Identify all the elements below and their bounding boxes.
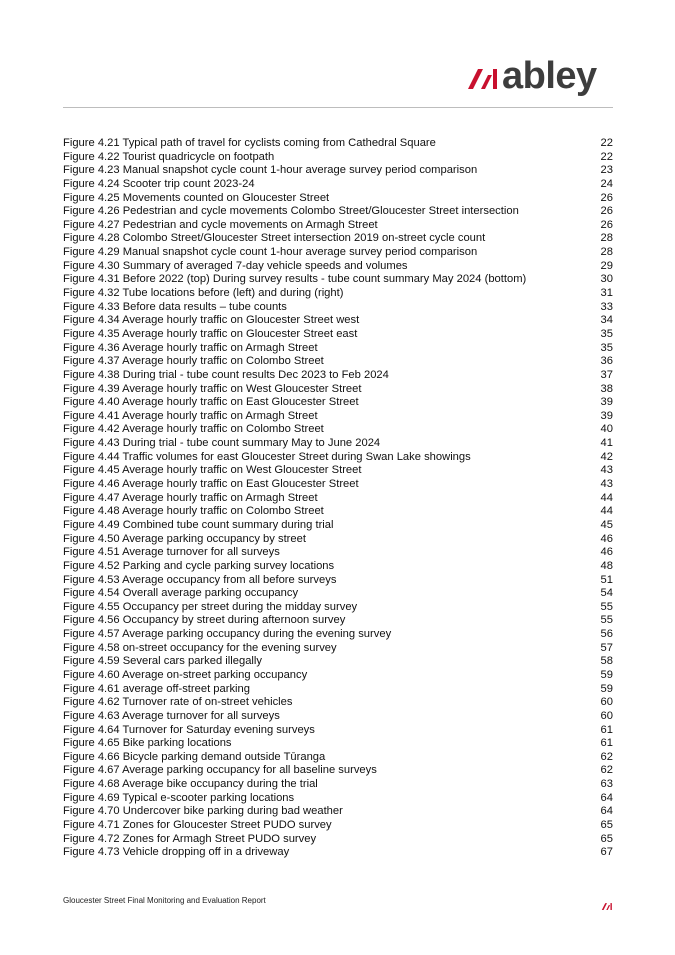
toc-entry-page[interactable]: 44 <box>600 505 613 518</box>
toc-entry[interactable] <box>63 219 613 233</box>
toc-entry-page[interactable]: 26 <box>600 191 613 204</box>
toc-entry-page[interactable]: 44 <box>600 491 613 504</box>
toc-entry-page[interactable]: 26 <box>600 218 613 231</box>
toc-entry-page[interactable]: 33 <box>600 300 613 313</box>
toc-entry[interactable] <box>63 751 613 765</box>
toc-entry[interactable] <box>63 505 613 519</box>
toc-entry[interactable] <box>63 164 613 178</box>
toc-entry[interactable] <box>63 178 613 192</box>
toc-entry-label[interactable]: Figure 4.53 Average occupancy from all before surveys <box>63 573 337 586</box>
toc-entry-page[interactable]: 39 <box>600 396 613 409</box>
toc-entry-page[interactable]: 61 <box>600 737 613 750</box>
toc-entry-label[interactable]: Figure 4.63 Average turnover for all surveys <box>63 709 280 722</box>
toc-entry-page[interactable]: 55 <box>600 600 613 613</box>
toc-entry-page[interactable]: 43 <box>600 478 613 491</box>
toc-entry-page[interactable]: 51 <box>600 573 613 586</box>
toc-entry-page[interactable]: 28 <box>600 232 613 245</box>
abley-logo <box>468 56 597 96</box>
toc-entry-page[interactable]: 42 <box>600 450 613 463</box>
toc-entry[interactable] <box>63 314 613 328</box>
toc-entry-label[interactable]: Figure 4.37 Average hourly traffic on Colombo Street <box>63 355 324 368</box>
toc-entry-label[interactable]: Figure 4.32 Tube locations before (left) and during (right) <box>63 287 344 300</box>
toc-entry[interactable] <box>63 232 613 246</box>
toc-entry[interactable] <box>63 492 613 506</box>
toc-entry[interactable] <box>63 464 613 478</box>
toc-entry[interactable] <box>63 724 613 738</box>
toc-entry-page[interactable]: 59 <box>600 682 613 695</box>
toc-entry[interactable] <box>63 369 613 383</box>
toc-entry-page[interactable]: 34 <box>600 314 613 327</box>
toc-entry[interactable] <box>63 437 613 451</box>
toc-entry-page[interactable]: 54 <box>600 587 613 600</box>
toc-entry-page[interactable]: 45 <box>600 518 613 531</box>
toc-entry-label[interactable]: Figure 4.45 Average hourly traffic on West Gloucester Street <box>63 464 362 477</box>
toc-entry-label[interactable]: Figure 4.59 Several cars parked illegally <box>63 655 262 668</box>
toc-entry[interactable] <box>63 519 613 533</box>
toc-entry-label[interactable]: Figure 4.49 Combined tube count summary during trial <box>63 518 334 531</box>
toc-entry-page[interactable]: 41 <box>600 437 613 450</box>
toc-entry-label[interactable]: Figure 4.67 Average parking occupancy for all baseline surveys <box>63 764 377 777</box>
toc-entry-page[interactable]: 46 <box>600 546 613 559</box>
brand-name: abley <box>502 55 597 97</box>
toc-entry[interactable] <box>63 355 613 369</box>
toc-entry[interactable] <box>63 260 613 274</box>
toc-entry-label[interactable]: Figure 4.60 Average on-street parking occupancy <box>63 668 308 681</box>
toc-entry-label[interactable]: Figure 4.27 Pedestrian and cycle movements on Armagh Street <box>63 218 378 231</box>
toc-entry-page[interactable]: 30 <box>600 273 613 286</box>
toc-entry[interactable] <box>63 533 613 547</box>
toc-entry-label[interactable]: Figure 4.33 Before data results – tube counts <box>63 300 287 313</box>
toc-entry-page[interactable]: 60 <box>600 696 613 709</box>
footer-title: Gloucester Street Final Monitoring and Evaluation Report <box>63 896 266 905</box>
toc-entry-label[interactable]: Figure 4.25 Movements counted on Gloucester Street <box>63 191 330 204</box>
toc-entry-page[interactable]: 65 <box>600 819 613 832</box>
toc-entry-page[interactable]: 38 <box>600 382 613 395</box>
toc-entry-label[interactable]: Figure 4.62 Turnover rate of on-street vehicles <box>63 696 293 709</box>
toc-entry-page[interactable]: 58 <box>600 655 613 668</box>
toc-entry[interactable] <box>63 396 613 410</box>
toc-entry-label[interactable]: Figure 4.58 on-street occupancy for the evening survey <box>63 641 337 654</box>
toc-entry-label[interactable]: Figure 4.64 Turnover for Saturday evening surveys <box>63 723 315 736</box>
toc-entry-label[interactable]: Figure 4.71 Zones for Gloucester Street PUDO survey <box>63 819 332 832</box>
toc-entry-label[interactable]: Figure 4.31 Before 2022 (top) During survey results - tube count summary May 2024 (bottom) <box>63 273 527 286</box>
toc-entry-label[interactable]: Figure 4.23 Manual snapshot cycle count 1-hour average survey period comparison <box>63 164 478 177</box>
toc-entry[interactable] <box>63 614 613 628</box>
toc-entry-page[interactable]: 57 <box>600 641 613 654</box>
toc-entry[interactable] <box>63 792 613 806</box>
toc-entry[interactable] <box>63 846 613 860</box>
toc-entry[interactable] <box>63 451 613 465</box>
toc-entry[interactable] <box>63 287 613 301</box>
toc-entry[interactable] <box>63 560 613 574</box>
toc-entry-label[interactable]: Figure 4.26 Pedestrian and cycle movements Colombo Street/Gloucester Street intersection <box>63 205 519 218</box>
toc-entry[interactable] <box>63 805 613 819</box>
toc-entry-page[interactable]: 64 <box>600 805 613 818</box>
table-of-figures <box>63 137 613 860</box>
toc-entry-label[interactable]: Figure 4.56 Occupancy by street during afternoon survey <box>63 614 346 627</box>
toc-entry[interactable] <box>63 764 613 778</box>
toc-entry[interactable] <box>63 478 613 492</box>
toc-entry-page[interactable]: 22 <box>600 150 613 163</box>
toc-entry-label[interactable]: Figure 4.40 Average hourly traffic on East Gloucester Street <box>63 396 359 409</box>
toc-entry[interactable] <box>63 423 613 437</box>
toc-entry-label[interactable]: Figure 4.29 Manual snapshot cycle count 1-hour average survey period comparison <box>63 246 478 259</box>
toc-entry[interactable] <box>63 833 613 847</box>
toc-entry-label[interactable]: Figure 4.34 Average hourly traffic on Gloucester Street west <box>63 314 360 327</box>
toc-entry[interactable] <box>63 137 613 151</box>
toc-entry-page[interactable]: 62 <box>600 750 613 763</box>
toc-entry-label[interactable]: Figure 4.54 Overall average parking occupancy <box>63 587 299 600</box>
toc-entry[interactable] <box>63 342 613 356</box>
toc-entry-label[interactable]: Figure 4.43 During trial - tube count summary May to June 2024 <box>63 437 381 450</box>
toc-entry[interactable] <box>63 696 613 710</box>
toc-entry-page[interactable]: 22 <box>600 137 613 149</box>
toc-entry-page[interactable]: 37 <box>600 368 613 381</box>
toc-entry-page[interactable]: 31 <box>600 287 613 300</box>
toc-entry-page[interactable]: 35 <box>600 327 613 340</box>
toc-entry-label[interactable]: Figure 4.39 Average hourly traffic on West Gloucester Street <box>63 382 362 395</box>
toc-entry-page[interactable]: 40 <box>600 423 613 436</box>
toc-entry[interactable] <box>63 683 613 697</box>
toc-entry-label[interactable]: Figure 4.52 Parking and cycle parking survey locations <box>63 559 335 572</box>
toc-entry[interactable] <box>63 669 613 683</box>
toc-entry[interactable] <box>63 301 613 315</box>
toc-entry-label[interactable]: Figure 4.65 Bike parking locations <box>63 737 232 750</box>
toc-entry-label[interactable]: Figure 4.41 Average hourly traffic on Armagh Street <box>63 409 318 422</box>
toc-entry-page[interactable]: 63 <box>600 778 613 791</box>
toc-entry-page[interactable]: 23 <box>600 164 613 177</box>
toc-entry-label[interactable]: Figure 4.22 Tourist quadricycle on footpath <box>63 150 275 163</box>
toc-entry-label[interactable]: Figure 4.35 Average hourly traffic on Gloucester Street east <box>63 327 358 340</box>
toc-entry[interactable] <box>63 628 613 642</box>
toc-entry[interactable] <box>63 710 613 724</box>
toc-entry-page[interactable]: 60 <box>600 709 613 722</box>
header-divider <box>63 107 613 108</box>
toc-entry[interactable] <box>63 205 613 219</box>
toc-entry[interactable] <box>63 151 613 165</box>
toc-entry-label[interactable]: Figure 4.57 Average parking occupancy during the evening survey <box>63 628 392 641</box>
toc-entry[interactable] <box>63 246 613 260</box>
toc-entry-label[interactable]: Figure 4.51 Average turnover for all surveys <box>63 546 280 559</box>
toc-entry-label[interactable]: Figure 4.30 Summary of averaged 7-day vehicle speeds and volumes <box>63 259 408 272</box>
toc-entry[interactable] <box>63 410 613 424</box>
toc-entry-label[interactable]: Figure 4.50 Average parking occupancy by street <box>63 532 306 545</box>
toc-entry-label[interactable]: Figure 4.21 Typical path of travel for cyclists coming from Cathedral Square <box>63 137 436 149</box>
toc-entry-page[interactable]: 48 <box>600 559 613 572</box>
toc-entry-page[interactable]: 65 <box>600 832 613 845</box>
toc-entry-label[interactable]: Figure 4.61 average off-street parking <box>63 682 250 695</box>
abley-mark-icon <box>468 63 498 89</box>
toc-entry-label[interactable]: Figure 4.38 During trial - tube count results Dec 2023 to Feb 2024 <box>63 368 389 381</box>
toc-entry-page[interactable]: 46 <box>600 532 613 545</box>
toc-entry[interactable] <box>63 587 613 601</box>
toc-entry-label[interactable]: Figure 4.73 Vehicle dropping off in a driveway <box>63 846 290 859</box>
toc-entry[interactable] <box>63 778 613 792</box>
toc-entry-page[interactable]: 67 <box>600 846 613 859</box>
toc-entry-label[interactable]: Figure 4.47 Average hourly traffic on Armagh Street <box>63 491 318 504</box>
toc-entry[interactable] <box>63 328 613 342</box>
toc-entry-page[interactable]: 36 <box>600 355 613 368</box>
toc-entry-page[interactable]: 64 <box>600 791 613 804</box>
toc-entry-label[interactable]: Figure 4.44 Traffic volumes for east Gloucester Street during Swan Lake showings <box>63 450 471 463</box>
toc-entry[interactable] <box>63 819 613 833</box>
toc-entry-label[interactable]: Figure 4.36 Average hourly traffic on Armagh Street <box>63 341 318 354</box>
toc-entry-label[interactable]: Figure 4.42 Average hourly traffic on Colombo Street <box>63 423 324 436</box>
toc-entry[interactable] <box>63 192 613 206</box>
toc-entry[interactable] <box>63 642 613 656</box>
toc-entry[interactable] <box>63 273 613 287</box>
toc-entry-label[interactable]: Figure 4.48 Average hourly traffic on Colombo Street <box>63 505 324 518</box>
toc-entry-label[interactable]: Figure 4.24 Scooter trip count 2023-24 <box>63 177 255 190</box>
toc-entry-page[interactable]: 35 <box>600 341 613 354</box>
toc-entry-page[interactable]: 26 <box>600 205 613 218</box>
toc-entry[interactable] <box>63 546 613 560</box>
toc-entry[interactable] <box>63 655 613 669</box>
toc-entry-page[interactable]: 56 <box>600 628 613 641</box>
footer-logo-icon <box>601 897 613 915</box>
toc-entry-label[interactable]: Figure 4.46 Average hourly traffic on East Gloucester Street <box>63 478 359 491</box>
toc-entry-label[interactable]: Figure 4.72 Zones for Armagh Street PUDO survey <box>63 832 317 845</box>
toc-entry-page[interactable]: 43 <box>600 464 613 477</box>
toc-entry[interactable] <box>63 574 613 588</box>
toc-entry-page[interactable]: 39 <box>600 409 613 422</box>
toc-entry[interactable] <box>63 737 613 751</box>
toc-entry-page[interactable]: 62 <box>600 764 613 777</box>
toc-entry[interactable] <box>63 383 613 397</box>
toc-entry-label[interactable]: Figure 4.28 Colombo Street/Gloucester Street intersection 2019 on-street cycle count <box>63 232 486 245</box>
toc-entry-label[interactable]: Figure 4.70 Undercover bike parking during bad weather <box>63 805 343 818</box>
toc-entry-page[interactable]: 29 <box>600 259 613 272</box>
toc-entry-label[interactable]: Figure 4.68 Average bike occupancy during the trial <box>63 778 318 791</box>
toc-entry-page[interactable]: 28 <box>600 246 613 259</box>
toc-entry-page[interactable]: 61 <box>600 723 613 736</box>
toc-entry-page[interactable]: 55 <box>600 614 613 627</box>
toc-entry-label[interactable]: Figure 4.55 Occupancy per street during the midday survey <box>63 600 358 613</box>
toc-entry[interactable] <box>63 601 613 615</box>
toc-entry-page[interactable]: 59 <box>600 668 613 681</box>
toc-entry-label[interactable]: Figure 4.69 Typical e-scooter parking locations <box>63 791 295 804</box>
toc-entry-label[interactable]: Figure 4.66 Bicycle parking demand outside Tūranga <box>63 750 326 763</box>
toc-entry-page[interactable]: 24 <box>600 177 613 190</box>
